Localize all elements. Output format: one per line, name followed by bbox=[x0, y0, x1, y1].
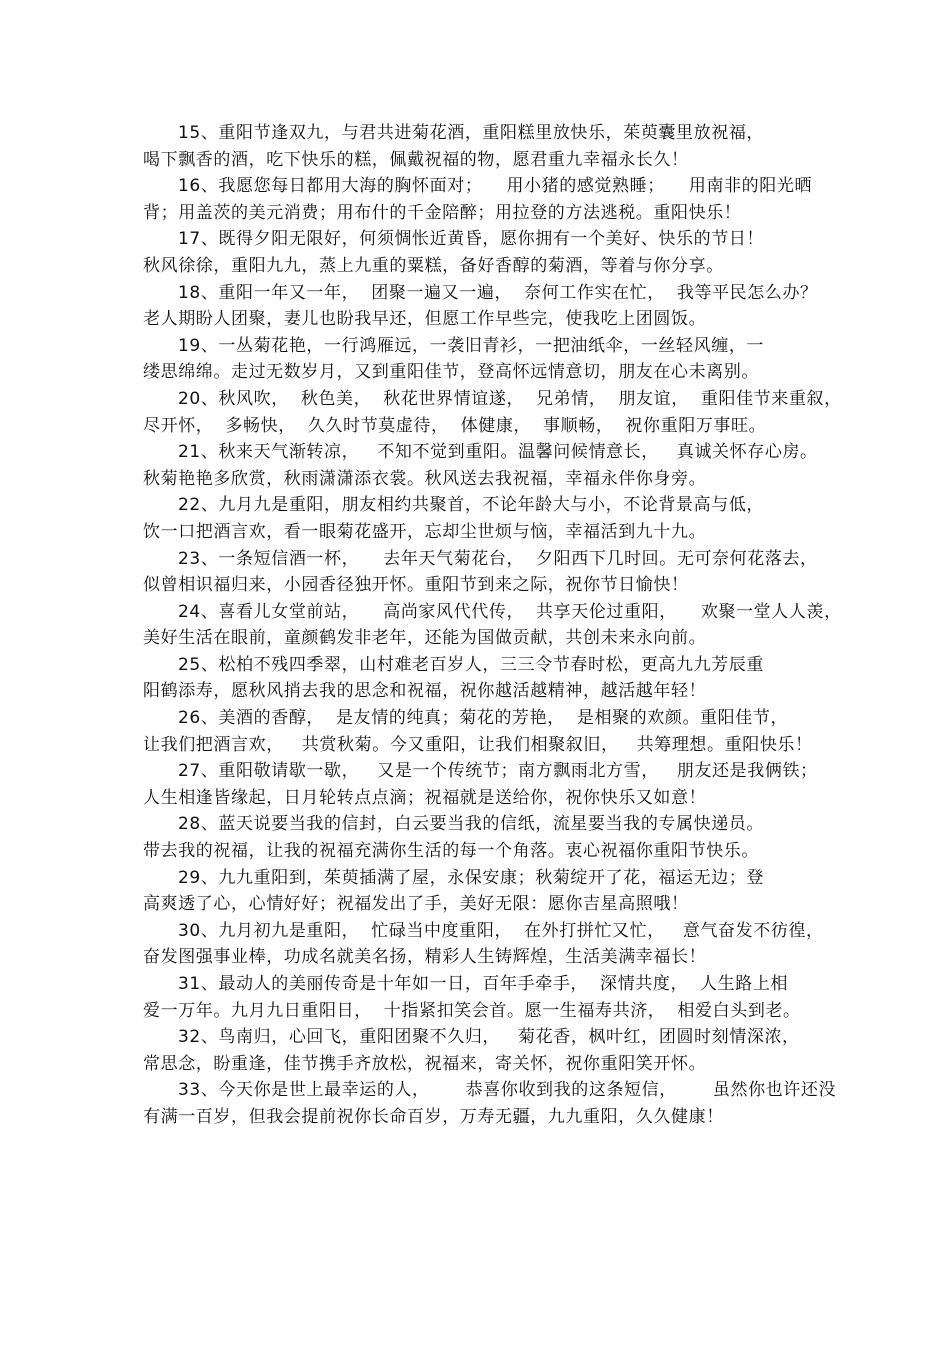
paragraph-line: 带去我的祝福，让我的祝福充满你生活的每一个角落。衷心祝福你重阳节快乐。 bbox=[143, 841, 759, 862]
paragraph-line: 常思念，盼重逢，佳节携手齐放松，祝福来，寄关怀，祝你重阳笑开怀。 bbox=[143, 1053, 707, 1074]
paragraph-line: 奋发图强事业棒，功成名就美名扬，精彩人生铸辉煌，生活美满幸福长！ bbox=[143, 947, 707, 968]
paragraph bbox=[143, 599, 842, 652]
paragraph-line: 24、喜看儿女堂前站， 高尚家风代代传， 共享天伦过重阳， 欢聚一堂人人羡， bbox=[178, 601, 842, 622]
paragraph bbox=[143, 120, 823, 173]
paragraph bbox=[143, 439, 823, 492]
paragraph-line: 缕思绵绵。走过无数岁月，又到重阳佳节，登高怀远情意切，朋友在心未离别。 bbox=[143, 362, 759, 383]
paragraph bbox=[143, 1024, 823, 1077]
paragraph bbox=[143, 865, 823, 918]
document-body bbox=[143, 120, 842, 1131]
paragraph bbox=[143, 811, 823, 864]
paragraph-line: 阳鹤添寿，愿秋风捎去我的思念和祝福，祝你越活越精神，越活越年轻！ bbox=[143, 681, 707, 702]
paragraph bbox=[143, 652, 823, 705]
paragraph-line: 美好生活在眼前，童颜鹤发非老年，还能为国做贡献，共创未来永向前。 bbox=[143, 628, 707, 649]
paragraph-line: 喝下飘香的酒，吃下快乐的糕，佩戴祝福的物，愿君重九幸福永长久！ bbox=[143, 149, 689, 170]
paragraph-line: 尽开怀， 多畅快， 久久时节莫虚待， 体健康， 事顺畅， 祝你重阳万事旺。 bbox=[143, 415, 767, 436]
paragraph-line: 高爽透了心，心情好好；祝福发出了手，美好无限：愿你吉星高照哦！ bbox=[143, 894, 689, 915]
paragraph bbox=[143, 333, 823, 386]
paragraph-line: 老人期盼人团聚，妻儿也盼我早还，但愿工作早些完，使我吃上团圆饭。 bbox=[143, 309, 707, 330]
paragraph bbox=[143, 758, 823, 811]
paragraph-line: 29、九九重阳到，茱萸插满了屋，永保安康；秋菊绽开了花，福运无边；登 bbox=[178, 867, 765, 888]
paragraph-line: 背；用盖茨的美元消费；用布什的千金陪醉；用拉登的方法逃税。重阳快乐！ bbox=[143, 202, 742, 223]
paragraph-line: 15、重阳节逢双九，与君共进菊花酒，重阳糕里放快乐，茱萸囊里放祝福， bbox=[178, 123, 765, 143]
paragraph bbox=[143, 173, 823, 226]
paragraph bbox=[143, 386, 842, 439]
paragraph-line: 让我们把酒言欢， 共赏秋菊。今又重阳，让我们相聚叙旧， 共筹理想。重阳快乐！ bbox=[143, 734, 813, 755]
paragraph bbox=[143, 705, 823, 758]
paragraph-line: 33、今天你是世上最幸运的人， 恭喜你收到我的这条短信， 虽然你也许还没 bbox=[178, 1080, 837, 1101]
paragraph-line: 31、最动人的美丽传奇是十年如一日，百年手牵手， 深情共度， 人生路上相 bbox=[178, 974, 789, 994]
paragraph bbox=[143, 280, 823, 333]
paragraph-line: 27、重阳敬请歇一歇， 又是一个传统节；南方飘雨北方雪， 朋友还是我俩铁； bbox=[178, 761, 818, 782]
paragraph-line: 17、既得夕阳无限好，何须惆怅近黄昏，愿你拥有一个美好、快乐的节日！ bbox=[178, 229, 765, 250]
paragraph-line: 22、九月九是重阳，朋友相约共聚首，不论年龄大与小，不论背景高与低， bbox=[178, 495, 765, 516]
paragraph-line: 有满一百岁，但我会提前祝你长命百岁，万寿无疆，九九重阳，久久健康！ bbox=[143, 1106, 724, 1127]
paragraph-line: 爱一万年。九月九日重阳日， 十指紧扣笑会首。愿一生福寿共济， 相爱白头到老。 bbox=[143, 1000, 801, 1021]
paragraph bbox=[143, 492, 823, 545]
paragraph-line: 21、秋来天气渐转凉， 不知不觉到重阳。温馨问候情意长， 真诚关怀存心房。 bbox=[178, 442, 818, 463]
paragraph bbox=[143, 971, 823, 1024]
paragraph-line: 饮一口把酒言欢，看一眼菊花盛开，忘却尘世烦与恼，幸福活到九十九。 bbox=[143, 521, 707, 542]
paragraph-line: 28、蓝天说要当我的信封，白云要当我的信纸，流星要当我的专属快递员。 bbox=[178, 814, 765, 835]
paragraph-line: 16、我愿您每日都用大海的胸怀面对； 用小猪的感觉熟睡； 用南非的阳光晒 bbox=[178, 176, 813, 197]
paragraph-line: 人生相逢皆缘起，日月轮转点点滴；祝福就是送给你，祝你快乐又如意！ bbox=[143, 787, 707, 808]
paragraph-line: 20、秋风吹， 秋色美， 秋花世界情谊遂， 兄弟情， 朋友谊， 重阳佳节来重叙， bbox=[178, 388, 842, 409]
paragraph-line: 19、一丛菊花艳，一行鸿雁远，一袭旧青衫，一把油纸伞，一丝轻风缠，一 bbox=[178, 335, 765, 356]
paragraph-line: 30、九月初九是重阳， 忙碌当中度重阳， 在外打拼忙又忙， 意气奋发不彷徨， bbox=[178, 920, 824, 941]
paragraph-line: 秋风徐徐，重阳九九，蒸上九重的粟糕，备好香醇的菊酒，等着与你分享。 bbox=[143, 255, 724, 276]
paragraph-line: 32、鸟南归，心回飞，重阳团聚不久归， 菊花香，枫叶红，团圆时刻情深浓， bbox=[178, 1027, 800, 1048]
paragraph-line: 似曾相识福归来，小园香径独开怀。重阳节到来之际，祝你节日愉快！ bbox=[143, 575, 689, 596]
paragraph-line: 18、重阳一年又一年， 团聚一遍又一遍， 奈何工作实在忙， 我等平民怎么办？ bbox=[178, 282, 818, 303]
paragraph-line: 25、松柏不残四季翠，山村难老百岁人，三三令节春时松，更高九九芳辰重 bbox=[178, 654, 765, 675]
paragraph bbox=[143, 546, 823, 599]
paragraph bbox=[143, 918, 823, 971]
paragraph bbox=[143, 226, 823, 279]
paragraph-line: 23、一条短信酒一杯， 去年天气菊花台， 夕阳西下几时回。无可奈何花落去， bbox=[178, 548, 818, 569]
paragraph-line: 秋菊艳艳多欣赏，秋雨潇潇添衣裳。秋风送去我祝福，幸福永伴你身旁。 bbox=[143, 468, 707, 489]
paragraph bbox=[143, 1077, 837, 1130]
paragraph-line: 26、美酒的香醇， 是友情的纯真；菊花的芳艳， 是相聚的欢颜。重阳佳节， bbox=[178, 708, 789, 729]
